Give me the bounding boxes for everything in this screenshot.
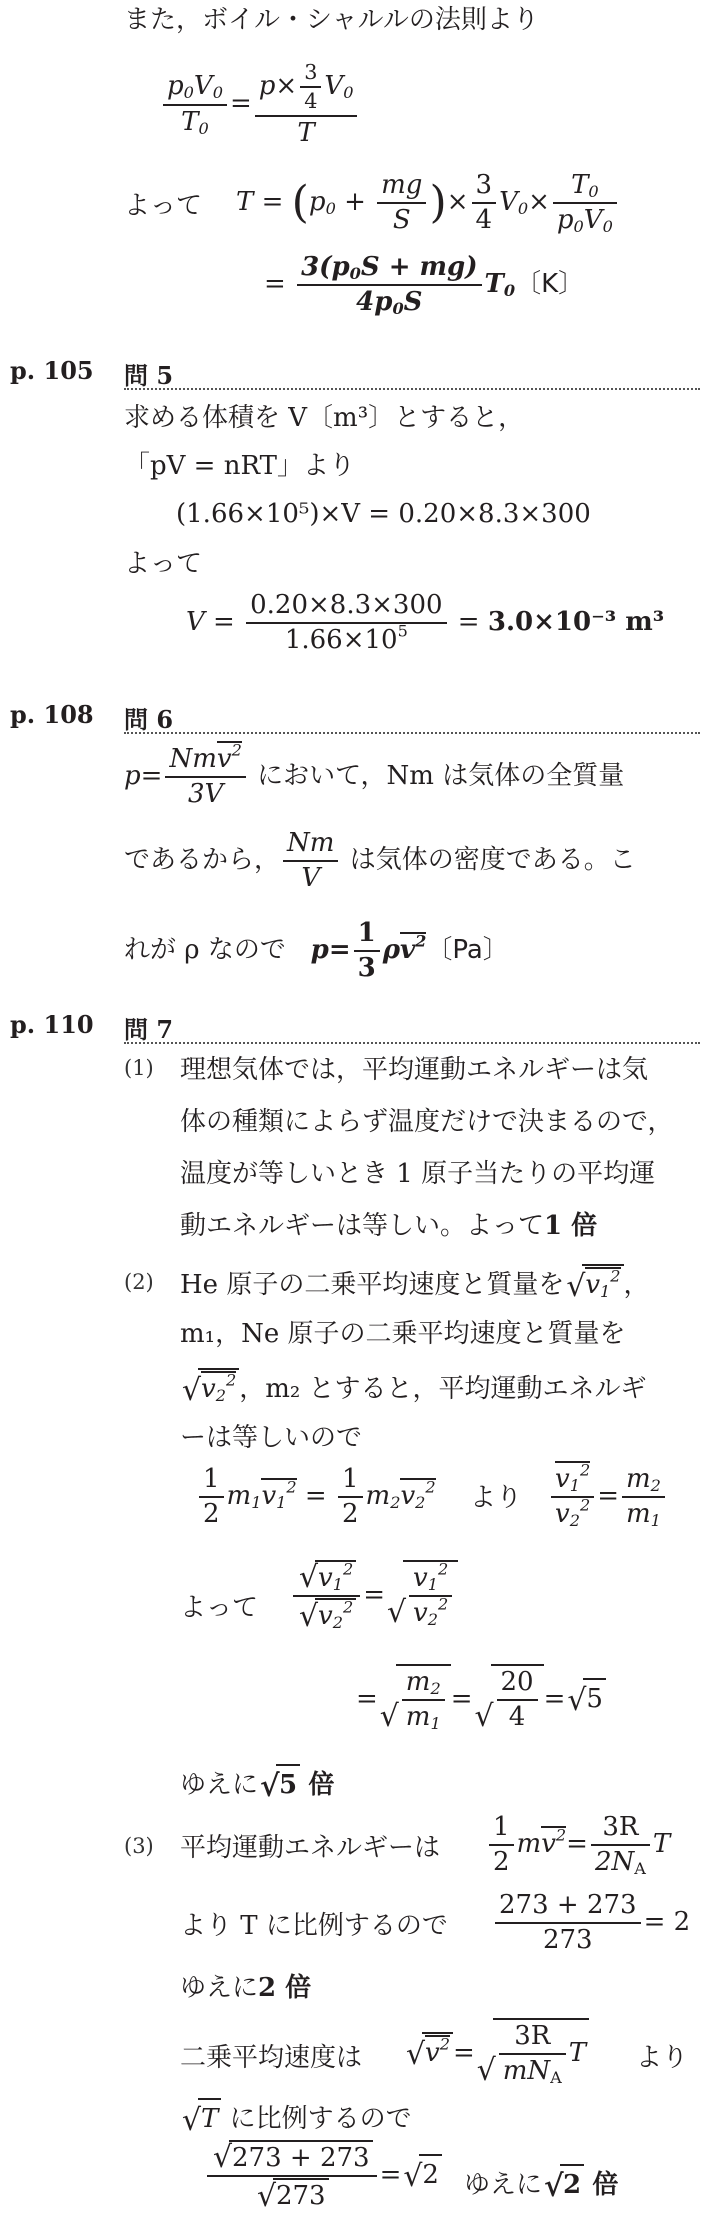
- p108-line2-suffix: は気体の密度である。こ: [349, 845, 636, 876]
- yotte-label: よって: [124, 191, 203, 221]
- item-2-answer-line: ゆえに√ 5 倍: [180, 1764, 334, 1803]
- item-1-answer: 1 倍: [544, 1211, 598, 1241]
- item-1-line: [180, 1208, 597, 1244]
- final-sqrt-equation: √ 273 + 273 √ 273 =√ 2: [204, 2140, 442, 2212]
- item-1-line: 温度が等しいとき 1 原子当たりの平均運: [180, 1159, 656, 1189]
- problem-7-title: 問 7: [124, 1015, 174, 1044]
- item-3-line4-text: に比例するので: [229, 2104, 412, 2134]
- yotte-label-2: よって: [180, 1593, 259, 1623]
- speed-ratio-equation: $\frac{v_1^2}{v_2^2}$ = $\frac{m_2}{m_1}$: [548, 1464, 668, 1530]
- p108-line3-prefix: れが ρ なので: [124, 935, 286, 966]
- p108-line2: であるから， $\frac{Nm}{V}$ は気体の密度である。こ: [124, 828, 636, 894]
- item-3-number: (3): [124, 1834, 154, 1858]
- kinetic-energy-equation: $\frac{1}{2}$ $mv^2=$ $\frac{3R}{2N_A}$ T: [486, 1812, 670, 1878]
- unit-kelvin: 〔K〕: [515, 269, 585, 300]
- p105-yotte: よって: [124, 549, 203, 579]
- sqrt-ratio-equation: √ $v_1^2$ √ $v_2^2$ = √ $\frac{v_1^2}{v_2^2}$: [290, 1560, 458, 1632]
- temperature-ratio-equation: $\frac{273 + 273}{273}$ = 2: [492, 1890, 690, 1956]
- volume-answer: 3.0×10⁻³ m³: [487, 607, 665, 638]
- rms-speed-equation: √ $v^2$ = √ $\frac{3R}{mN_A}$ T: [404, 2018, 589, 2087]
- item-2-number: (2): [124, 1270, 154, 1294]
- page-ref-110: p. 110: [10, 1010, 94, 1039]
- p108-line1: p= $\frac{Nmv^2}{3V}$ において，Nm は気体の全質量: [124, 740, 625, 810]
- item-3-line4: √ T に比例するので: [180, 2098, 412, 2137]
- p108-line1-text: において，Nm は気体の全質量: [257, 761, 625, 792]
- item-3-answer2-line: ゆえに√ 2 倍: [464, 2164, 618, 2203]
- volume-equation: V = $\frac{0.20\times 8.3\times 300}{1.66\times 10^5}$ = 3.0×10⁻³ m³: [186, 590, 665, 656]
- p105-line3: (1.66×10⁵)×V = 0.20×8.3×300: [176, 499, 591, 529]
- page-ref-105: p. 105: [10, 356, 94, 385]
- item-3-answer2-unit: 倍: [592, 2170, 619, 2200]
- intro-line: また，ボイル・シャルルの法則より: [124, 5, 539, 35]
- item-1-line-text: 動エネルギーは等しい。よって: [180, 1211, 545, 1241]
- item-2-line2: m₁，Ne 原子の二乗平均速度と質量を: [180, 1319, 626, 1349]
- boyle-charles-equation: $\frac{p_0V_0}{T_0}$ = p× $\frac{3}{4}$ $V_0$ T: [160, 60, 360, 149]
- dotted-rule: [124, 1042, 700, 1044]
- page-ref-108: p. 108: [10, 700, 94, 729]
- yueni-label: ゆえに: [180, 1770, 259, 1800]
- item-3-line2: より T に比例するので: [180, 1911, 448, 1941]
- item-2-line1-text: He 原子の二乗平均速度と質量を: [180, 1270, 565, 1300]
- item-2-line3-text: ，m₂ とすると，平均運動エネルギ: [239, 1374, 647, 1404]
- energy-equality-equation: $\frac{1}{2}$ $m_1v_1^2$ = $\frac{1}{2}$ $m_2v_2^2$: [196, 1464, 436, 1530]
- p108-line3: れが ρ なので p= $\frac{1}{3}$ $\rho v^2$〔Pa〕: [124, 918, 509, 984]
- item-1-number: (1): [124, 1056, 154, 1080]
- yori-label: より: [470, 1483, 523, 1513]
- item-2-line1: He 原子の二乗平均速度と質量を√ $v_1^2$ ，: [180, 1264, 650, 1303]
- temperature-equation: $T = (p_0$ + $\frac{mg}{S}$ )× $\frac{3}{4}$ $V_0\times$ $\frac{T_0}{p_0V_0}$: [236, 170, 620, 236]
- p108-line2-prefix: であるから，: [124, 845, 281, 876]
- yueni-label: ゆえに: [464, 2170, 543, 2200]
- item-1-line: 理想気体では，平均運動エネルギーは気: [180, 1055, 649, 1085]
- problem-6-title: 問 6: [124, 705, 174, 734]
- item-3-line1: 平均運動エネルギーは: [180, 1833, 441, 1863]
- p105-line2: 「pV = nRT」より: [124, 451, 355, 481]
- dotted-rule: [124, 388, 700, 390]
- yueni-label: ゆえに: [180, 1973, 259, 2003]
- item-2-answer-unit: 倍: [308, 1770, 335, 1800]
- problem-5-title: 問 5: [124, 361, 174, 390]
- item-2-line3: √ $v_2^2$ ，m₂ とすると，平均運動エネルギ: [180, 1368, 647, 1407]
- item-3-answer1: 2 倍: [258, 1973, 312, 2003]
- p105-line1: 求める体積を V〔m³〕とすると，: [124, 403, 525, 433]
- unit-pascal: 〔Pa〕: [426, 935, 509, 966]
- item-1-line: 体の種類によらず温度だけで決まるので，: [180, 1107, 674, 1137]
- dotted-rule: [124, 732, 700, 734]
- item-3-answer1-line: [180, 1970, 311, 2006]
- sqrt-result-equation: = √ $\frac{m_2}{m_1}$ = √ $\frac{20}{4}$ =√ 5: [356, 1664, 606, 1733]
- item-2-line4: ーは等しいので: [180, 1423, 363, 1453]
- temperature-answer: = $\frac{3(p_0S + mg)}{4p_0S}$ $T_0$〔K〕: [264, 252, 585, 319]
- yori-label-3: より: [636, 2043, 689, 2073]
- item-3-line3: 二乗平均速度は: [180, 2043, 363, 2073]
